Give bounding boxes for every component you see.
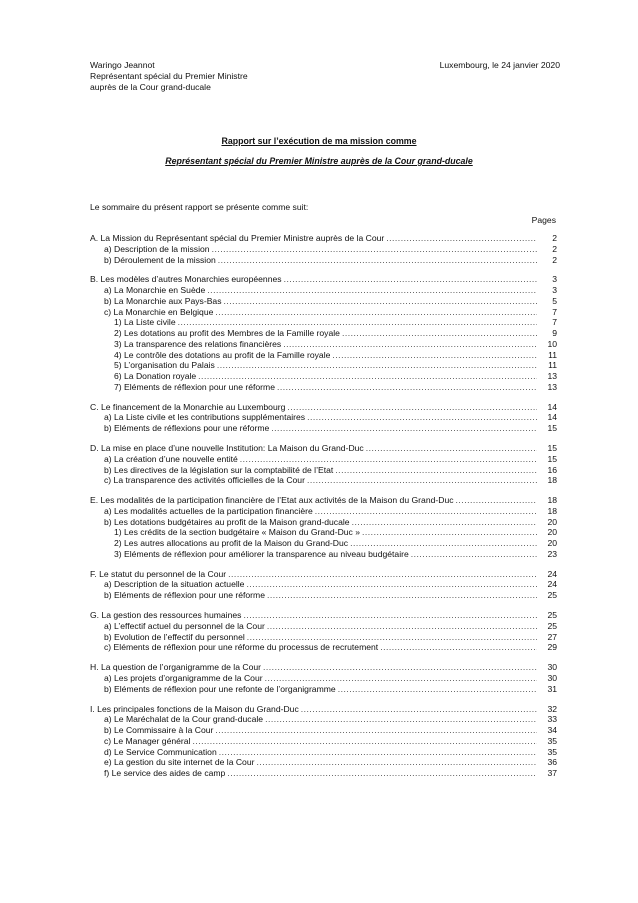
toc-section (90, 704, 557, 779)
toc-page-number: 25 (547, 590, 557, 601)
toc-entry (90, 621, 557, 632)
dot-leader (243, 610, 537, 621)
toc-entry (90, 538, 557, 549)
toc-entry (90, 590, 557, 601)
toc-page-number: 15 (547, 453, 557, 464)
toc-entry (90, 255, 557, 266)
place-date: Luxembourg, le 24 janvier 2020 (439, 60, 560, 70)
toc-section-heading (90, 569, 557, 580)
toc-section (90, 274, 557, 392)
toc-section (90, 662, 557, 694)
toc-section-heading (90, 704, 557, 715)
toc-entry (90, 307, 557, 318)
toc-page-number: 9 (552, 328, 557, 339)
toc-entry (90, 757, 557, 768)
toc-page-number: 15 (547, 443, 557, 454)
toc-entry-label: E. Les modalités de la participation financière de l’Etat aux activités de la Maison du Grand-Duc (90, 495, 454, 506)
toc-section (90, 495, 557, 560)
toc-entry-label: b) Evolution de l’effectif du personnel (104, 631, 245, 642)
dot-leader (228, 569, 537, 580)
dot-leader (267, 590, 537, 601)
toc-entry (90, 768, 557, 779)
toc-section-heading (90, 233, 557, 244)
toc-page-number: 25 (547, 620, 557, 631)
toc-page-number: 13 (547, 381, 557, 392)
toc-entry (90, 736, 557, 747)
toc-entry (90, 412, 557, 423)
report-title-line2: Représentant spécial du Premier Ministre auprès de la Cour grand-ducale (165, 156, 473, 166)
toc-page-number: 16 (547, 464, 557, 475)
toc-entry (90, 296, 557, 307)
toc-entry-label: a) Les modalités actuelles de la participation financière (104, 505, 313, 516)
dot-leader (307, 412, 537, 423)
toc-page-number: 35 (547, 746, 557, 757)
dot-leader (215, 307, 537, 318)
toc-entry-label: c) La transparence des activités officielles de la Cour (104, 475, 305, 486)
toc-page-number: 13 (547, 371, 557, 382)
toc-entry-label: b) Le Commissaire à la Cour (104, 725, 214, 735)
toc-entry (90, 317, 557, 328)
toc-entry (90, 579, 557, 590)
toc-page-number: 29 (547, 642, 557, 653)
dot-leader (411, 549, 537, 560)
dot-leader (256, 757, 537, 768)
dot-leader (342, 328, 537, 339)
toc-entry-label: 2) Les dotations au profit des Membres de la Famille royale (114, 328, 340, 339)
toc-page-number: 20 (547, 516, 557, 527)
toc-page-number: 18 (547, 505, 557, 516)
toc-entry-label: 7) Eléments de réflexion pour une réforme (114, 381, 275, 392)
toc-entry-label: b) La Monarchie aux Pays-Bas (104, 295, 222, 306)
toc-entry-label: a) Description de la mission (104, 243, 210, 254)
toc-entry-label: b) Les directives de la législation sur la comptabilité de l’Etat (104, 464, 334, 475)
dot-leader (198, 371, 537, 382)
toc-page-number: 33 (547, 714, 557, 725)
toc-entry-label: b) Eléments de réflexion pour une réforme (104, 590, 265, 601)
toc-entry-label: 2) Les autres allocations au profit de la Maison du Grand-Duc (114, 538, 349, 549)
dot-leader (380, 642, 537, 653)
toc-page-number: 27 (547, 631, 557, 642)
toc-entry-label: b) Les dotations budgétaires au profit de la Maison grand-ducale (104, 516, 350, 527)
toc-entry (90, 465, 557, 476)
dot-leader (240, 454, 537, 465)
toc-section (90, 443, 557, 486)
dot-leader (284, 274, 537, 285)
toc-page-number: 14 (547, 412, 557, 423)
toc-entry-label: a) Les projets d’organigramme de la Cour (104, 672, 263, 683)
toc-section (90, 569, 557, 601)
author-role-line2: auprès de la Cour grand-ducale (90, 82, 211, 92)
toc-entry (90, 475, 557, 486)
toc-entry (90, 725, 557, 736)
dot-leader (366, 443, 537, 454)
toc-page-number: 14 (547, 401, 557, 412)
toc-entry (90, 506, 557, 517)
toc-entry (90, 527, 557, 538)
dot-leader (277, 382, 537, 393)
dot-leader (350, 538, 537, 549)
toc-entry-label: C. Le financement de la Monarchie au Luxembourg (90, 401, 286, 412)
toc-page-number: 25 (547, 610, 557, 621)
dot-leader (307, 475, 537, 486)
dot-leader (192, 736, 537, 747)
dot-leader (271, 423, 537, 434)
toc-page-number: 2 (552, 233, 557, 243)
toc-entry (90, 423, 557, 434)
toc-entry (90, 371, 557, 382)
toc-page-number: 15 (547, 423, 557, 434)
toc-page-number: 10 (547, 338, 557, 349)
toc-entry (90, 382, 557, 393)
toc-entry-label: G. La gestion des ressources humaines (90, 610, 242, 621)
dot-leader (267, 621, 537, 632)
toc-entry-label: c) Le Manager général (104, 735, 191, 746)
letter-header (90, 60, 560, 93)
toc-page-number: 7 (552, 317, 557, 328)
toc-entry-label: 5) L’organisation du Palais (114, 360, 215, 371)
dot-leader (247, 632, 537, 643)
toc-section-heading (90, 495, 557, 506)
pages-column-label: Pages (531, 215, 556, 225)
dot-leader (207, 285, 537, 296)
dot-leader (332, 350, 537, 361)
toc-page-number: 11 (548, 360, 557, 371)
toc-page-number: 18 (547, 495, 557, 506)
toc-entry (90, 673, 557, 684)
dot-leader (217, 360, 537, 371)
toc-entry-label: I. Les principales fonctions de la Maison du Grand-Duc (90, 703, 299, 714)
toc-page-number: 37 (547, 768, 557, 778)
toc-entry (90, 642, 557, 653)
toc-page-number: 30 (547, 662, 557, 673)
toc-page-number: 32 (547, 703, 557, 714)
toc-section (90, 402, 557, 434)
toc-entry (90, 339, 557, 350)
dot-leader (265, 673, 537, 684)
toc-section (90, 233, 557, 265)
toc-entry-label: e) La gestion du site internet de la Cour (104, 757, 255, 768)
dot-leader (362, 527, 537, 538)
toc-entry (90, 454, 557, 465)
dot-leader (218, 255, 537, 266)
toc-entry-label: B. Les modèles d’autres Monarchies européennes (90, 274, 282, 285)
toc-section (90, 610, 557, 653)
toc-page-number: 2 (552, 243, 557, 254)
toc-entry-label: 1) La Liste civile (114, 317, 176, 328)
toc-entry (90, 714, 557, 725)
toc-entry (90, 328, 557, 339)
toc-entry-label: f) Le service des aides de camp (104, 768, 226, 778)
toc-page-number: 34 (547, 725, 557, 735)
dot-leader (263, 662, 537, 673)
dot-leader (456, 495, 537, 506)
toc-entry-label: a) La Monarchie en Suède (104, 285, 206, 296)
toc-entry-label: F. Le statut du personnel de la Cour (90, 568, 227, 579)
toc-page-number: 31 (547, 683, 557, 694)
toc-page-number: 18 (547, 475, 557, 486)
toc-page-number: 24 (547, 568, 557, 579)
toc-entry-label: H. La question de l’organigramme de la Cour (90, 662, 262, 673)
toc-entry-label: a) Description de la situation actuelle (104, 579, 245, 590)
dot-leader (224, 296, 537, 307)
dot-leader (283, 339, 537, 350)
toc-entry-label: 1) Les crédits de la section budgétaire « Maison du Grand-Duc » (114, 527, 361, 538)
dot-leader (287, 402, 537, 413)
report-title-line1: Rapport sur l’exécution de ma mission comme (221, 136, 417, 146)
toc-entry (90, 684, 557, 695)
dot-leader (227, 768, 537, 779)
toc-page-number: 3 (552, 285, 557, 296)
dot-leader (338, 684, 537, 695)
toc-entry-label: a) Le Maréchalat de la Cour grand-ducale (104, 714, 264, 725)
toc-entry (90, 517, 557, 528)
dot-leader (335, 465, 537, 476)
toc-entry (90, 632, 557, 643)
toc-section-heading (90, 662, 557, 673)
dot-leader (246, 579, 537, 590)
toc-entry (90, 350, 557, 361)
toc-page-number: 20 (547, 527, 557, 538)
toc-entry-label: a) La création d’une nouvelle entité (104, 453, 238, 464)
toc-entry-label: c) Eléments de réflexion pour une réforme du processus de recrutement (104, 642, 379, 653)
toc-entry (90, 549, 557, 560)
toc-entry-label: 3) La transparence des relations financières (114, 338, 282, 349)
toc-page-number: 20 (547, 538, 557, 549)
toc-page-number: 11 (548, 349, 557, 360)
toc-entry (90, 285, 557, 296)
toc-entry-label: b) Déroulement de la mission (104, 254, 216, 265)
toc-page-number: 23 (547, 548, 557, 559)
toc-page-number: 5 (552, 295, 557, 306)
author-name: Waringo Jeannot (90, 60, 155, 70)
author-role-line1: Représentant spécial du Premier Ministre (90, 71, 248, 81)
dot-leader (212, 244, 537, 255)
dot-leader (215, 725, 537, 736)
toc-entry-label: b) Eléments de réflexions pour une réforme (104, 423, 270, 434)
toc-section-heading (90, 610, 557, 621)
dot-leader (178, 317, 537, 328)
toc-entry (90, 244, 557, 255)
dot-leader (352, 517, 537, 528)
dot-leader (219, 747, 537, 758)
dot-leader (386, 233, 537, 244)
toc-entry-label: b) Eléments de réflexion pour une refonte de l’organigramme (104, 683, 336, 694)
toc-page-number: 3 (552, 274, 557, 285)
toc-entry (90, 360, 557, 371)
toc-entry-label: a) L’effectif actuel du personnel de la Cour (104, 620, 265, 631)
toc-page-number: 7 (552, 306, 557, 317)
toc-entry-label: A. La Mission du Représentant spécial du Premier Ministre auprès de la Cour (90, 233, 385, 243)
toc-page-number: 24 (547, 579, 557, 590)
toc-page-number: 35 (547, 735, 557, 746)
table-of-contents (90, 233, 557, 788)
toc-entry-label: 4) Le contrôle des dotations au profit de la Famille royale (114, 349, 331, 360)
toc-entry-label: d) Le Service Communication (104, 746, 217, 757)
toc-entry-label: D. La mise en place d’une nouvelle Institution: La Maison du Grand-Duc (90, 443, 364, 454)
toc-page-number: 30 (547, 672, 557, 683)
toc-section-heading (90, 274, 557, 285)
toc-entry-label: c) La Monarchie en Belgique (104, 306, 214, 317)
dot-leader (265, 714, 537, 725)
toc-page-number: 36 (547, 757, 557, 768)
toc-page-number: 2 (552, 254, 557, 265)
intro-text: Le sommaire du présent rapport se présente comme suit: (90, 202, 309, 212)
toc-entry-label: 3) Eléments de réflexion pour améliorer la transparence au niveau budgétaire (114, 548, 409, 559)
toc-entry-label: 6) La Donation royale (114, 371, 197, 382)
toc-entry (90, 747, 557, 758)
toc-section-heading (90, 443, 557, 454)
dot-leader (301, 704, 537, 715)
toc-section-heading (90, 402, 557, 413)
toc-entry-label: a) La Liste civile et les contributions supplémentaires (104, 412, 306, 423)
dot-leader (315, 506, 537, 517)
